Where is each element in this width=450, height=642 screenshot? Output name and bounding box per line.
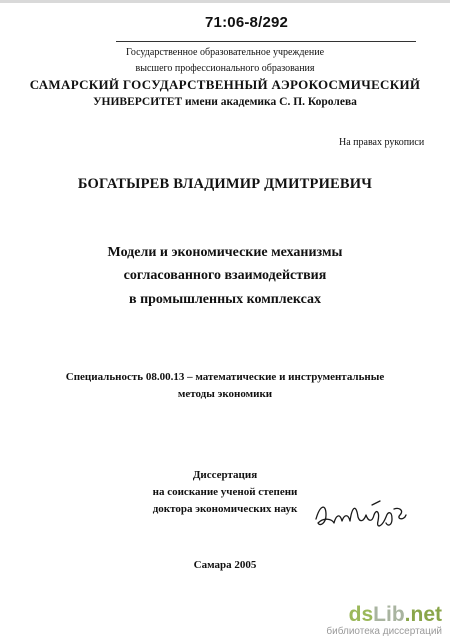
site-watermark[interactable] (326, 604, 442, 637)
title-line2: согласованного взаимодействия (123, 268, 327, 283)
watermark-subtitle: библиотека диссертаций (326, 626, 442, 637)
dissertation-label: Диссертация (192, 469, 258, 481)
degree-line1: на соискание ученой степени (152, 486, 298, 498)
author-signature (312, 497, 412, 537)
specialty-line2: методы экономики (177, 388, 273, 400)
university-name-line2: УНИВЕРСИТЕТ имени академика С. П. Королева (93, 96, 357, 108)
manuscript-rights-note: На правах рукописи (339, 137, 425, 148)
watermark-logo-lib: Lib (373, 603, 405, 626)
university-name-line1: САМАРСКИЙ ГОСУДАРСТВЕННЫЙ АЭРОКОСМИЧЕСКИЙ (29, 77, 421, 92)
header-divider (116, 41, 416, 42)
institution-type-line: Государственное образовательное учреждение (125, 47, 325, 58)
title-line1: Модели и экономические механизмы (107, 245, 343, 260)
watermark-logo-ds: ds (348, 603, 374, 626)
author-name: БОГАТЫРЕВ ВЛАДИМИР ДМИТРИЕВИЧ (77, 176, 373, 192)
title-line3: в промышленных комплексах (129, 292, 321, 307)
degree-line2: доктора экономических наук (152, 503, 298, 515)
archive-stamp-code: 71:06-8/292 (205, 14, 289, 31)
institution-level-line: высшего профессионального образования (135, 63, 315, 74)
specialty-line1: Специальность 08.00.13 – математические и инструментальные (65, 371, 385, 383)
city-year: Самара 2005 (193, 559, 257, 571)
scan-edge (0, 0, 450, 3)
watermark-logo-net: .net (404, 603, 442, 626)
watermark-logo[interactable] (326, 604, 442, 625)
